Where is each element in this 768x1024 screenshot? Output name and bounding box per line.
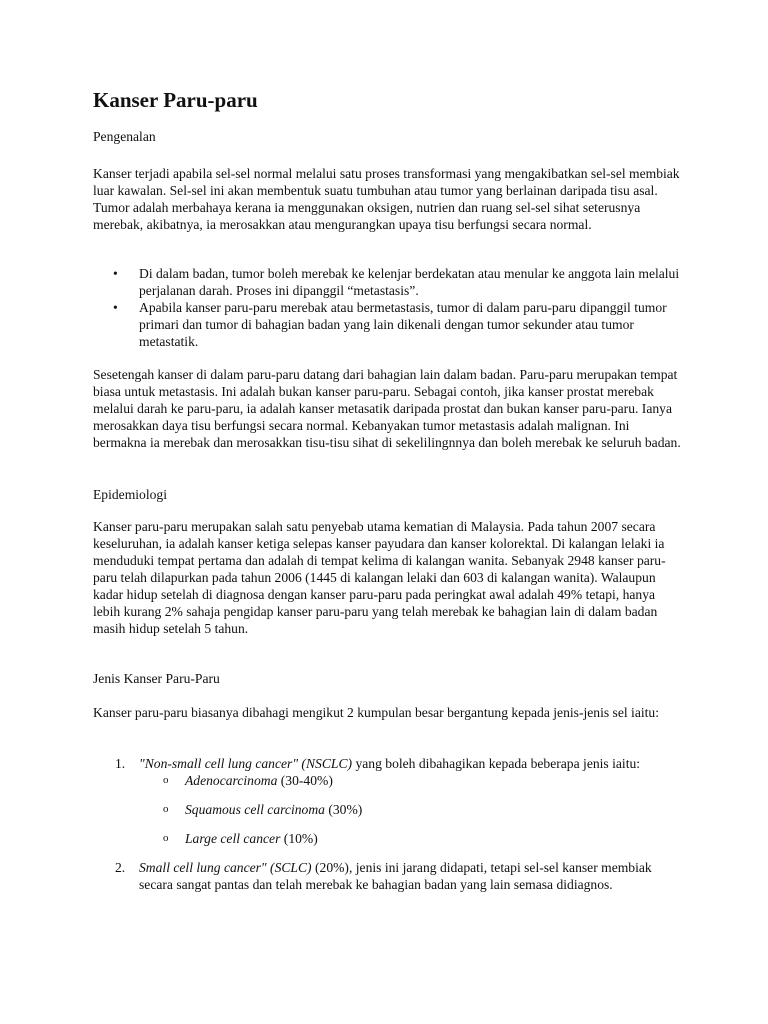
heading-epidemiologi: Epidemiologi: [93, 487, 168, 502]
paragraph-jenis: Kanser paru-paru biasanya dibahagi mengikut 2 kumpulan besar bergantung kepada jenis-jenis sel iaitu:: [93, 705, 659, 720]
list-item-nsclc: [93, 755, 683, 847]
heading-jenis: Jenis Kanser Paru-Paru: [93, 671, 220, 686]
page-title: Kanser Paru-paru: [93, 88, 258, 112]
item-term: "Non-small cell lung cancer" (NSCLC): [139, 756, 353, 771]
item-text: (20%), jenis ini jarang didapati, tetapi sel-sel kanser membiak secara sangat pantas dan telah merebak ke bahagian badan yang lain semasa didiagnos.: [139, 860, 652, 892]
paragraph-epidemiologi: Kanser paru-paru merupakan salah satu penyebab utama kematian di Malaysia. Pada tahun 2007 secara keseluruhan, ia adalah kanser ketiga selepas kanser payudara dan kanser kolorektal. Di kalangan lelaki ia menduduki tempat pertama dan adalah di tempat kelima di kalangan wanita. Sebanyak 2948 kanser paru-paru telah dilapurkan pada tahun 2006 (1445 di kalangan lelaki dan 603 di kalangan wanita). Walaupun kadar hidup setelah di diagnosa dengan kanser paru-paru pada peringkat awal adalah 49% tetapi, hanya lebih kurang 2% sahaja pengidap kanser paru-paru yang telah merebak ke bahagian lain di dalam badan masih hidup setelah 5 tahun.: [93, 519, 666, 636]
sub-item: [139, 801, 683, 818]
sub-item-term: Squamous cell carcinoma: [185, 802, 325, 817]
numbered-list: [93, 755, 683, 893]
bullet-item: • Di dalam badan, tumor boleh merebak ke kelenjar berdekatan atau menular ke anggota lain melalui perjalanan darah. Proses ini dipanggil “metastasis”.: [93, 265, 683, 299]
item-term: Small cell lung cancer" (SCLC): [139, 860, 312, 875]
sub-item: [139, 772, 683, 789]
list-number: 2.: [115, 860, 126, 875]
sub-item: [139, 830, 683, 847]
sub-item-value: (30-40%): [277, 773, 333, 788]
list-number: 1.: [115, 756, 126, 771]
bullet-list: [93, 265, 683, 350]
heading-pengenalan: Pengenalan: [93, 129, 156, 144]
paragraph-metastasis: Sesetengah kanser di dalam paru-paru datang dari bahagian lain dalam badan. Paru-paru merupakan tempat biasa untuk metastasis. Ini adalah bukan kanser paru-paru. Sebagai contoh, jika kanser prostat merebak melalui darah ke paru-paru, ia adalah kanser metasatik daripada prostat dan bukan kanser paru-paru. Ianya merosakkan daya tisu berfungsi secara normal. Kebanyakan tumor metastasis adalah malignan. Ini bermakna ia merebak dan merosakkan tisu-tisu sihat di sekelilingnnya dan boleh merebak ke seluruh badan.: [93, 367, 681, 450]
sub-item-term: Large cell cancer: [185, 831, 281, 846]
paragraph-intro: Kanser terjadi apabila sel-sel normal melalui satu proses transformasi yang mengakibatkan sel-sel membiak luar kawalan. Sel-sel ini akan membentuk suatu tumbuhan atau tumor yang berlainan daripada tisu asal. Tumor adalah merbahaya kerana ia menggunakan oksigen, nutrien dan ruang sel-sel sihat seterusnya merebak, akibatnya, ia merosakkan atau mengurangkan upaya tisu berfungsi secara normal.: [93, 166, 680, 232]
item-text: yang boleh dibahagikan kepada beberapa jenis iaitu:: [352, 756, 641, 771]
bullet-item: • Apabila kanser paru-paru merebak atau bermetastasis, tumor di dalam paru-paru dipanggil tumor primari dan tumor di bahagian badan yang lain dikenali dengan tumor sekunder atau tumor metastatik.: [93, 299, 683, 350]
sub-item-value: (10%): [280, 831, 318, 846]
sub-item-term: Adenocarcinoma: [185, 773, 278, 788]
sub-list: [139, 772, 683, 847]
list-item-sclc: [93, 859, 683, 893]
sub-item-value: (30%): [324, 802, 363, 817]
